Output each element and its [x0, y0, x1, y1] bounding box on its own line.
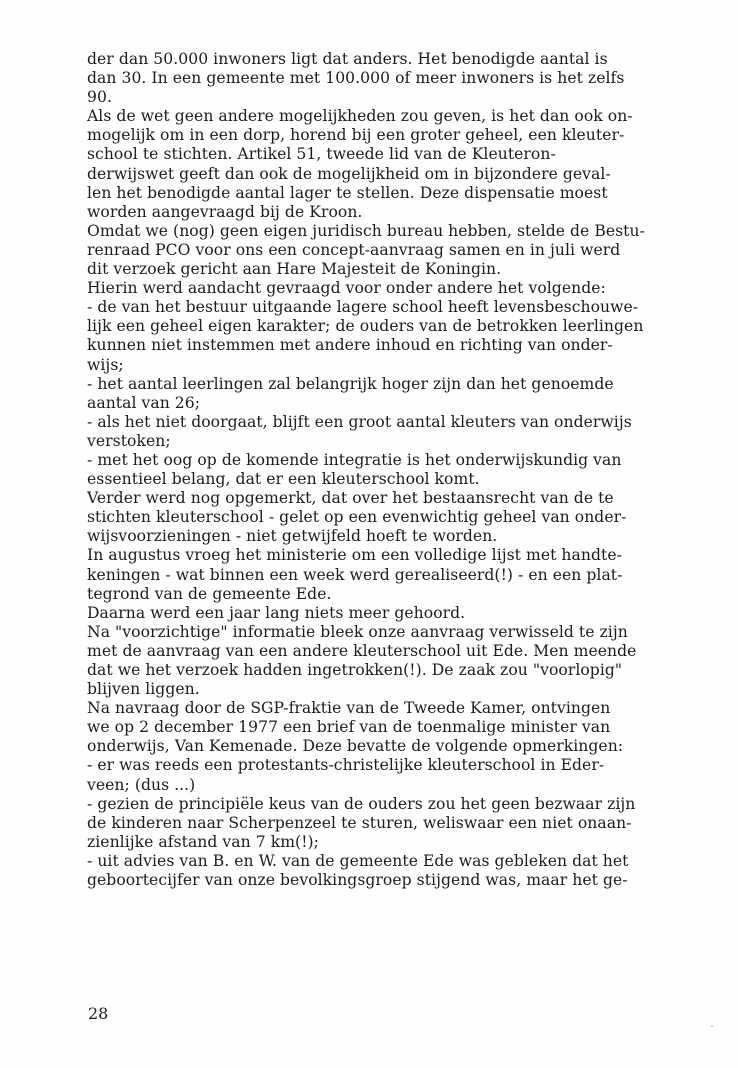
text-line: der dan 50.000 inwoners ligt dat anders. Het benodigde aantal is	[87, 50, 608, 68]
text-line: - uit advies van B. en W. van de gemeente Ede was gebleken dat het	[87, 851, 629, 870]
text-line: wijs;	[87, 355, 124, 374]
text-line: derwijswet geeft dan ook de mogelijkheid om in bijzondere geval-	[87, 164, 611, 183]
text-line: dit verzoek gericht aan Hare Majesteit de Koningin.	[87, 260, 502, 279]
text-line: worden aangevraagd bij de Kroon.	[87, 202, 363, 221]
text-line: onderwijs, Van Kemenade. Deze bevatte de volgende opmerkingen:	[87, 737, 624, 756]
text-line: lijk een geheel eigen karakter; de ouders van de betrokken leerlingen	[87, 317, 644, 336]
text-line: Na "voorzichtige" informatie bleek onze aanvraag verwisseld te zijn	[87, 622, 628, 641]
text-line: - er was reeds een protestants-christelijke kleuterschool in Eder-	[87, 756, 605, 775]
text-line: stichten kleuterschool - gelet op een evenwichtig geheel van onder-	[87, 508, 627, 527]
text-line: In augustus vroeg het ministerie om een volledige lijst met handte-	[87, 546, 622, 565]
text-line: we op 2 december 1977 een brief van de toenmalige minister van	[87, 718, 611, 737]
text-line: Als de wet geen andere mogelijkheden zou geven, is het dan ook on-	[87, 107, 633, 126]
body-text	[87, 50, 687, 890]
text-line: - als het niet doorgaat, blijft een groot aantal kleuters van onderwijs	[87, 412, 632, 431]
text-line: verstoken;	[87, 431, 171, 450]
text-line: renraad PCO voor ons een concept-aanvraag samen en in juli werd	[87, 240, 621, 259]
text-line: - met het oog op de komende integratie is het onderwijskundig van	[87, 450, 622, 469]
text-line: aantal van 26;	[87, 393, 201, 412]
text-line: 90.	[87, 88, 112, 107]
text-line: dan 30. In een gemeente met 100.000 of meer inwoners is het zelfs	[87, 69, 625, 88]
text-line: Verder werd nog opgemerkt, dat over het bestaansrecht van de te	[87, 489, 614, 508]
text-line: blijven liggen.	[87, 680, 200, 699]
page-number: 28	[88, 1004, 109, 1023]
text-line: - gezien de principiële keus van de ouders zou het geen bezwaar zijn	[87, 794, 636, 813]
text-line: Daarna werd een jaar lang niets meer gehoord.	[87, 603, 466, 622]
text-line: tegrond van de gemeente Ede.	[87, 584, 332, 603]
text-line: - het aantal leerlingen zal belangrijk hoger zijn dan het genoemde	[87, 374, 614, 393]
text-line: mogelijk om in een dorp, horend bij een groter geheel, een kleuter-	[87, 126, 625, 145]
text-line: wijsvoorzieningen - niet getwijfeld hoeft te worden.	[87, 527, 498, 546]
text-line: keningen - wat binnen een week werd gerealiseerd(!) - en een plat-	[87, 565, 623, 584]
text-line: - de van het bestuur uitgaande lagere school heeft levensbeschouwe-	[87, 298, 639, 317]
text-line: Na navraag door de SGP-fraktie van de Tweede Kamer, ontvingen	[87, 699, 611, 718]
text-line: kunnen niet instemmen met andere inhoud en richting van onder-	[87, 336, 613, 355]
text-line: geboortecijfer van onze bevolkingsgroep stijgend was, maar het ge-	[87, 871, 628, 890]
text-line: dat we het verzoek hadden ingetrokken(!). De zaak zou "voorlopig"	[87, 661, 623, 679]
text-line: school te stichten. Artikel 51, tweede lid van de Kleuteron-	[87, 145, 556, 164]
text-line: met de aanvraag van een andere kleuterschool uit Ede. Men meende	[87, 641, 637, 660]
text-line: zienlijke afstand van 7 km(!);	[87, 832, 319, 851]
text-line: Hierin werd aandacht gevraagd voor onder andere het volgende:	[87, 279, 606, 298]
text-line: veen; (dus ...)	[87, 775, 196, 794]
text-line: len het benodigde aantal lager te stellen. Deze dispensatie moest	[87, 183, 608, 202]
text-line: de kinderen naar Scherpenzeel te sturen, weliswaar een niet onaan-	[87, 813, 632, 832]
text-line: essentieel belang, dat er een kleuterschool komt.	[87, 470, 480, 489]
scan-speck	[711, 1025, 713, 1027]
text-line: Omdat we (nog) geen eigen juridisch bureau hebben, stelde de Bestu-	[87, 221, 645, 240]
